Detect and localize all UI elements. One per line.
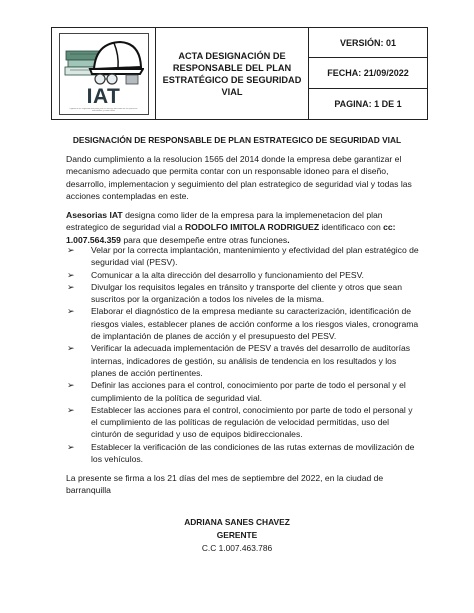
arrow-bullet-icon: ➢ (67, 343, 75, 354)
designation-end: . (287, 234, 290, 245)
document-header (51, 27, 428, 120)
designation-text-c: para que desempeñe entre otras funciones (120, 234, 288, 245)
arrow-bullet-icon: ➢ (67, 441, 75, 452)
arrow-bullet-icon: ➢ (67, 269, 75, 280)
list-item (66, 269, 421, 281)
logo-cell (52, 28, 156, 119)
list-item (66, 305, 421, 342)
list-item (66, 404, 421, 441)
designee-id: cc: 1.007.564.359 (66, 222, 396, 245)
list-item (66, 441, 421, 466)
function-text: Velar por la correcta implantación, mantenimiento y efectividad del plan estratégico de seguridad vial (PESV). (91, 245, 419, 268)
signatory-id: C.C 1.007.463.786 (201, 543, 273, 553)
header-meta (309, 28, 427, 119)
function-text: Elaborar el diagnóstico de la empresa mediante su caracterización, identificación de riesgos viales, establecer planes de acción conforme a los riesgos viales, cronograma de implantación de planes de acción y el presupuesto del PESV. (91, 306, 419, 342)
designation-text-a: designa como lider de la empresa para la implemenetacion del plan estrategico de seguridad vial a (66, 210, 383, 233)
logo-subtitle: Ingenieria en seguridad industrial para el manejo adecuado de sus procesos industriales y comerciales (69, 107, 138, 112)
function-text: Establecer la verificación de las condiciones de las rutas externas de movilización de los vehículos. (91, 441, 415, 465)
header-doc-title: ACTA DESIGNACIÓN DE RESPONSABLE DEL PLAN ESTRATÉGICO DE SEGURIDAD VIAL (156, 28, 309, 119)
closing-statement: La presente se firma a los 21 días del mes de septiembre del 2022, en la ciudad de barranquilla (66, 473, 384, 495)
hardhat-books-logo-icon (64, 37, 144, 87)
signature-block (137, 516, 337, 555)
arrow-bullet-icon: ➢ (67, 245, 75, 255)
list-item (66, 379, 421, 404)
function-text: Definir las acciones para el control, conocimiento por parte de todo el personal y el cumplimiento de la política de seguridad vial. (91, 380, 406, 403)
arrow-bullet-icon: ➢ (67, 404, 75, 415)
logo-text: IAT (86, 84, 121, 108)
arrow-bullet-icon: ➢ (67, 281, 75, 292)
date-label: FECHA: 21/09/2022 (309, 58, 427, 88)
version-label: VERSIÓN: 01 (309, 28, 427, 58)
arrow-bullet-icon: ➢ (67, 380, 75, 391)
intro-paragraph: Dando cumplimiento a la resolucion 1565 del 2014 donde la empresa debe garantizar el mecanismo adecuado que permita contar con un responsable idoneo para el diseño, desarrollo, implementacion y seguimiento del plan estrategico de seguridad vial y todas las acciones contempladas en este. (66, 154, 412, 201)
designation-paragraph (66, 209, 416, 246)
function-text: Establecer las acciones para el control, conocimiento por parte de todo el personal y el cumplimiento de las políticas de regulación de velocidad permitidas, uso del cinturón de seguridad y uso de equipos bidireccionales. (91, 404, 413, 440)
functions-list (66, 244, 421, 465)
list-item (66, 281, 421, 306)
page-label: PAGINA: 1 DE 1 (334, 98, 402, 109)
designee-name: RODOLFO IMITOLA RODRIGUEZ (184, 222, 320, 233)
function-text: Verificar la adecuada implementación de PESV a través del desarrollo de auditorías internas, indicadores de gestión, su análisis de tendencia en los resultados y los planes de acción pertinentes. (91, 343, 411, 378)
arrow-bullet-icon: ➢ (67, 306, 75, 317)
company-logo (59, 33, 149, 115)
function-text: Comunicar a la alta dirección del desarrollo y funcionamiento del PESV. (91, 269, 364, 280)
document-title: DESIGNACIÓN DE RESPONSABLE DE PLAN ESTRATEGICO DE SEGURIDAD VIAL (72, 135, 402, 145)
designation-text-b: identificaco con (319, 222, 384, 233)
function-text: Divulgar los requisitos legales en tránsito y transporte del cliente y otros que sean suscritos por la organización a todos los niveles de la misma. (91, 281, 402, 305)
signatory-name: ADRIANA SANES CHAVEZ (184, 517, 290, 527)
company-name: Asesorias IAT (66, 210, 123, 220)
list-item (66, 244, 421, 269)
signatory-role: GERENTE (216, 530, 258, 540)
list-item (66, 342, 421, 379)
